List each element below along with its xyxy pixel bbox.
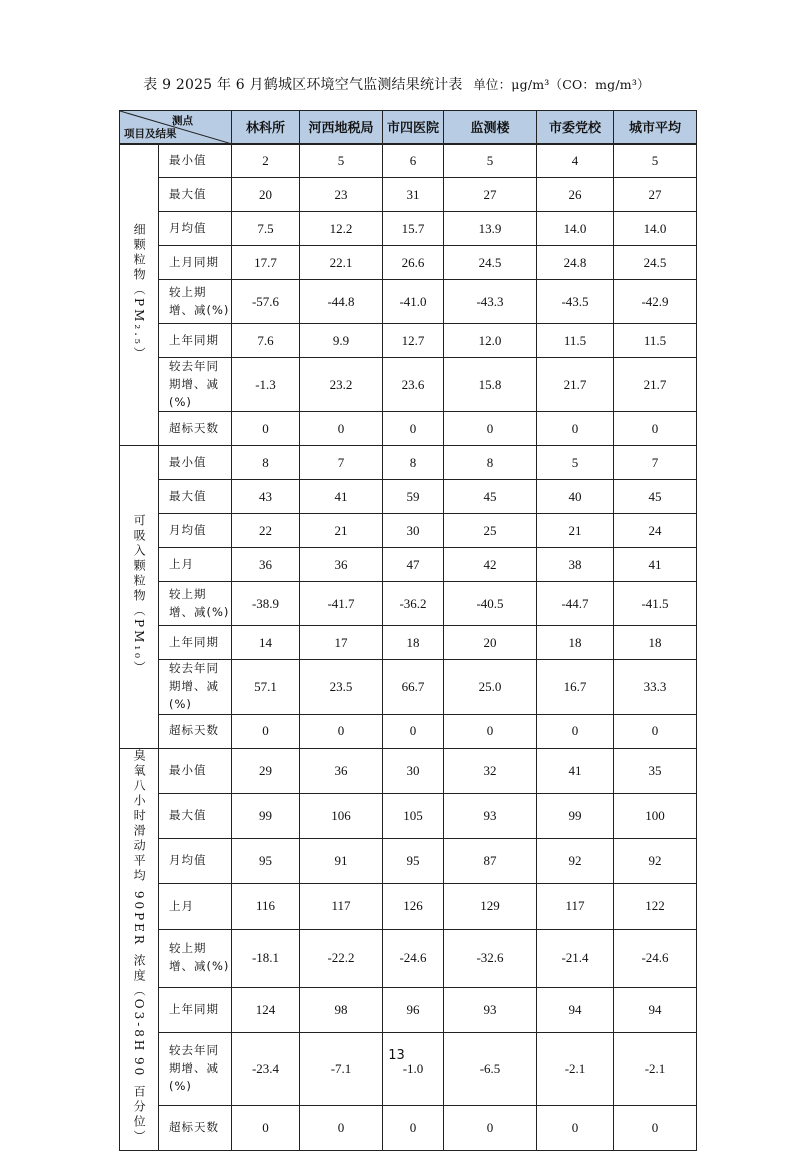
value-cell: -24.6 — [614, 929, 697, 987]
value-cell: 12.0 — [444, 324, 537, 358]
value-cell: 38 — [537, 548, 614, 582]
value-cell: 42 — [444, 548, 537, 582]
value-cell: 0 — [300, 412, 383, 446]
table-row — [120, 324, 697, 358]
pollutant-name-line1: 臭氧八小时滑动平均 90PER 浓度（O3-8H — [132, 748, 147, 1054]
value-cell: 41 — [614, 548, 697, 582]
value-cell: 26 — [537, 178, 614, 212]
table-row — [120, 514, 697, 548]
corner-top-label: 测点 — [172, 115, 193, 127]
row-label: 较上期增、减(%) — [159, 929, 232, 987]
row-label: 超标天数 — [159, 1105, 232, 1150]
pollutant-group-label — [120, 446, 159, 748]
value-cell: 0 — [383, 412, 444, 446]
pollutant-name: 可吸入颗粒物（PM₁₀） — [132, 514, 147, 677]
value-cell: 0 — [444, 412, 537, 446]
header-site: 林科所 — [232, 111, 300, 144]
value-cell: 17.7 — [232, 246, 300, 280]
header-site: 监测楼 — [444, 111, 537, 144]
value-cell: -44.7 — [537, 582, 614, 626]
value-cell: 0 — [444, 714, 537, 748]
value-cell: 91 — [300, 839, 383, 884]
row-label: 月均值 — [159, 839, 232, 884]
value-cell: 31 — [383, 178, 444, 212]
value-cell: 23.6 — [383, 358, 444, 412]
header-site: 河西地税局 — [300, 111, 383, 144]
table-row — [120, 884, 697, 929]
pollutant-group-label — [120, 144, 159, 446]
value-cell: 23.2 — [300, 358, 383, 412]
value-cell: 96 — [383, 988, 444, 1033]
value-cell: -21.4 — [537, 929, 614, 987]
value-cell: 29 — [232, 748, 300, 793]
table-row — [120, 358, 697, 412]
header-site: 城市平均 — [614, 111, 697, 144]
row-label: 上月同期 — [159, 246, 232, 280]
table-row — [120, 794, 697, 839]
table-row — [120, 144, 697, 178]
value-cell: 0 — [614, 412, 697, 446]
value-cell: 0 — [537, 412, 614, 446]
value-cell: 47 — [383, 548, 444, 582]
value-cell: 24.8 — [537, 246, 614, 280]
value-cell: 21.7 — [537, 358, 614, 412]
value-cell: -32.6 — [444, 929, 537, 987]
value-cell: 27 — [614, 178, 697, 212]
pollutant-name-line2: 90 百分位） — [132, 1057, 147, 1146]
value-cell: 14 — [232, 626, 300, 660]
value-cell: 0 — [232, 1105, 300, 1150]
value-cell: 23 — [300, 178, 383, 212]
table-row — [120, 839, 697, 884]
row-label: 最小值 — [159, 446, 232, 480]
value-cell: 5 — [444, 144, 537, 178]
value-cell: -57.6 — [232, 280, 300, 324]
table-row — [120, 1033, 697, 1105]
value-cell: 12.2 — [300, 212, 383, 246]
value-cell: 5 — [300, 144, 383, 178]
header-site: 市委党校 — [537, 111, 614, 144]
header-row — [120, 111, 697, 144]
value-cell: 92 — [537, 839, 614, 884]
table-caption — [0, 74, 793, 94]
row-label: 较去年同期增、减(%) — [159, 1033, 232, 1105]
caption-unit: 单位：μg/m³（CO：mg/m³） — [473, 77, 650, 92]
value-cell: 0 — [232, 412, 300, 446]
table-row — [120, 178, 697, 212]
table-row — [120, 480, 697, 514]
value-cell: 0 — [383, 1105, 444, 1150]
table-row — [120, 212, 697, 246]
row-label: 较上期增、减(%) — [159, 280, 232, 324]
value-cell: 36 — [300, 548, 383, 582]
value-cell: 41 — [537, 748, 614, 793]
value-cell: 22.1 — [300, 246, 383, 280]
value-cell: 5 — [614, 144, 697, 178]
value-cell: 18 — [537, 626, 614, 660]
value-cell: 35 — [614, 748, 697, 793]
value-cell: 15.8 — [444, 358, 537, 412]
caption-prefix: 表 9 — [143, 77, 172, 93]
value-cell: 5 — [537, 446, 614, 480]
value-cell: 18 — [383, 626, 444, 660]
value-cell: 94 — [614, 988, 697, 1033]
value-cell: 43 — [232, 480, 300, 514]
value-cell: -7.1 — [300, 1033, 383, 1105]
value-cell: 13.9 — [444, 212, 537, 246]
value-cell: -43.3 — [444, 280, 537, 324]
row-label: 月均值 — [159, 514, 232, 548]
value-cell: 95 — [232, 839, 300, 884]
row-label: 最大值 — [159, 794, 232, 839]
value-cell: 87 — [444, 839, 537, 884]
table-row — [120, 582, 697, 626]
value-cell: 16.7 — [537, 660, 614, 714]
value-cell: 99 — [232, 794, 300, 839]
value-cell: 14.0 — [537, 212, 614, 246]
table-row — [120, 280, 697, 324]
value-cell: 0 — [614, 1105, 697, 1150]
row-label: 上月 — [159, 548, 232, 582]
value-cell: 0 — [444, 1105, 537, 1150]
row-label: 较去年同期增、减(%) — [159, 660, 232, 714]
air-quality-table — [119, 110, 697, 1151]
value-cell: -41.7 — [300, 582, 383, 626]
value-cell: 25 — [444, 514, 537, 548]
value-cell: -43.5 — [537, 280, 614, 324]
value-cell: 95 — [383, 839, 444, 884]
value-cell: 105 — [383, 794, 444, 839]
value-cell: 8 — [232, 446, 300, 480]
value-cell: 59 — [383, 480, 444, 514]
value-cell: 26.6 — [383, 246, 444, 280]
table-row — [120, 1105, 697, 1150]
pollutant-group-label — [120, 748, 159, 1150]
value-cell: 0 — [383, 714, 444, 748]
table-row — [120, 714, 697, 748]
value-cell: 17 — [300, 626, 383, 660]
value-cell: 116 — [232, 884, 300, 929]
value-cell: 93 — [444, 988, 537, 1033]
value-cell: 122 — [614, 884, 697, 929]
value-cell: 18 — [614, 626, 697, 660]
value-cell: 117 — [537, 884, 614, 929]
row-label: 上月 — [159, 884, 232, 929]
value-cell: 0 — [300, 714, 383, 748]
value-cell: 6 — [383, 144, 444, 178]
value-cell: -1.0 — [383, 1033, 444, 1105]
value-cell: 24.5 — [614, 246, 697, 280]
value-cell: 106 — [300, 794, 383, 839]
value-cell: 12.7 — [383, 324, 444, 358]
value-cell: 36 — [232, 548, 300, 582]
value-cell: 99 — [537, 794, 614, 839]
value-cell: 0 — [537, 1105, 614, 1150]
value-cell: 15.7 — [383, 212, 444, 246]
row-label: 较上期增、减(%) — [159, 582, 232, 626]
row-label: 最大值 — [159, 178, 232, 212]
value-cell: 66.7 — [383, 660, 444, 714]
value-cell: 11.5 — [537, 324, 614, 358]
value-cell: 7 — [300, 446, 383, 480]
value-cell: 22 — [232, 514, 300, 548]
value-cell: 0 — [614, 714, 697, 748]
value-cell: 30 — [383, 748, 444, 793]
value-cell: 45 — [614, 480, 697, 514]
value-cell: -24.6 — [383, 929, 444, 987]
value-cell: 40 — [537, 480, 614, 514]
value-cell: 41 — [300, 480, 383, 514]
value-cell: 30 — [383, 514, 444, 548]
value-cell: -36.2 — [383, 582, 444, 626]
table-row — [120, 548, 697, 582]
value-cell: 0 — [537, 714, 614, 748]
value-cell: 2 — [232, 144, 300, 178]
value-cell: 27 — [444, 178, 537, 212]
table-row — [120, 246, 697, 280]
value-cell: 57.1 — [232, 660, 300, 714]
value-cell: 21 — [537, 514, 614, 548]
value-cell: 32 — [444, 748, 537, 793]
value-cell: 20 — [444, 626, 537, 660]
value-cell: 93 — [444, 794, 537, 839]
table-row — [120, 626, 697, 660]
value-cell: -22.2 — [300, 929, 383, 987]
value-cell: 23.5 — [300, 660, 383, 714]
value-cell: 94 — [537, 988, 614, 1033]
page-number: 13 — [388, 1048, 405, 1063]
row-label: 超标天数 — [159, 714, 232, 748]
value-cell: 14.0 — [614, 212, 697, 246]
row-label: 上年同期 — [159, 626, 232, 660]
row-label: 月均值 — [159, 212, 232, 246]
value-cell: 21 — [300, 514, 383, 548]
corner-cell — [120, 111, 232, 144]
table-row — [120, 412, 697, 446]
value-cell: 8 — [383, 446, 444, 480]
value-cell: 100 — [614, 794, 697, 839]
caption-title: 2025 年 6 月鹤城区环境空气监测结果统计表 — [175, 77, 463, 93]
value-cell: -42.9 — [614, 280, 697, 324]
value-cell: 4 — [537, 144, 614, 178]
value-cell: 36 — [300, 748, 383, 793]
value-cell: 33.3 — [614, 660, 697, 714]
value-cell: -23.4 — [232, 1033, 300, 1105]
row-label: 较去年同期增、减(%) — [159, 358, 232, 412]
value-cell: -2.1 — [537, 1033, 614, 1105]
value-cell: 9.9 — [300, 324, 383, 358]
value-cell: 7.6 — [232, 324, 300, 358]
row-label: 最小值 — [159, 748, 232, 793]
row-label: 最小值 — [159, 144, 232, 178]
value-cell: 92 — [614, 839, 697, 884]
row-label: 上年同期 — [159, 324, 232, 358]
pollutant-name: 细颗粒物（PM₂.₅） — [132, 223, 147, 363]
value-cell: 117 — [300, 884, 383, 929]
row-label: 超标天数 — [159, 412, 232, 446]
row-label: 上年同期 — [159, 988, 232, 1033]
table-row — [120, 660, 697, 714]
value-cell: 21.7 — [614, 358, 697, 412]
table-row — [120, 929, 697, 987]
value-cell: 124 — [232, 988, 300, 1033]
header-site: 市四医院 — [383, 111, 444, 144]
table-row — [120, 748, 697, 793]
value-cell: -18.1 — [232, 929, 300, 987]
value-cell: -38.9 — [232, 582, 300, 626]
value-cell: -1.3 — [232, 358, 300, 412]
value-cell: 20 — [232, 178, 300, 212]
value-cell: 0 — [300, 1105, 383, 1150]
value-cell: 45 — [444, 480, 537, 514]
value-cell: 8 — [444, 446, 537, 480]
value-cell: -41.0 — [383, 280, 444, 324]
value-cell: 25.0 — [444, 660, 537, 714]
value-cell: 0 — [232, 714, 300, 748]
row-label: 最大值 — [159, 480, 232, 514]
table-row — [120, 988, 697, 1033]
value-cell: 129 — [444, 884, 537, 929]
value-cell: -6.5 — [444, 1033, 537, 1105]
value-cell: 7.5 — [232, 212, 300, 246]
value-cell: 24.5 — [444, 246, 537, 280]
value-cell: -44.8 — [300, 280, 383, 324]
table-row — [120, 446, 697, 480]
corner-bottom-label: 项目及结果 — [124, 127, 177, 140]
value-cell: -41.5 — [614, 582, 697, 626]
value-cell: 126 — [383, 884, 444, 929]
value-cell: -40.5 — [444, 582, 537, 626]
value-cell: 7 — [614, 446, 697, 480]
value-cell: 11.5 — [614, 324, 697, 358]
value-cell: -2.1 — [614, 1033, 697, 1105]
table-body — [120, 144, 697, 1151]
value-cell: 24 — [614, 514, 697, 548]
value-cell: 98 — [300, 988, 383, 1033]
